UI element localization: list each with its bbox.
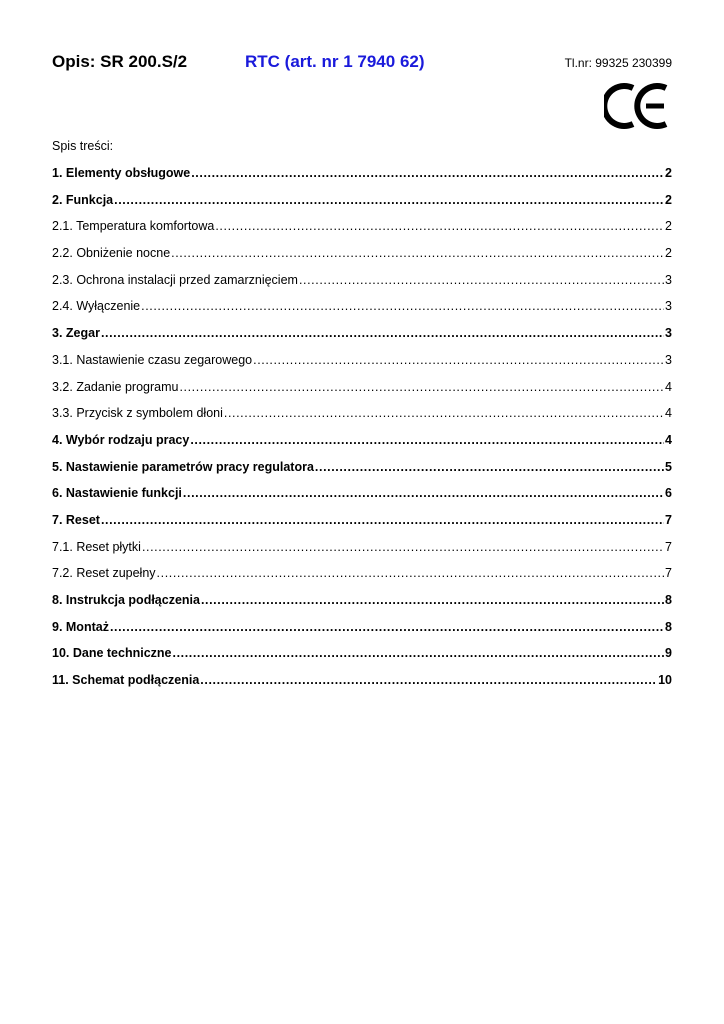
toc-entry-label: 2.2. Obniżenie nocne [52,246,171,261]
toc-leader-dots [253,347,664,374]
toc-entry-page: 9 [665,646,672,661]
toc-leader-dots [215,213,664,240]
toc-entry[interactable] [52,347,672,374]
toc-entry-page: 4 [665,406,672,421]
toc-entry-page: 2 [665,192,672,207]
toc-entry[interactable] [52,187,672,214]
toc-leader-dots [179,374,664,401]
toc-entry-page: 3 [665,299,672,314]
toc-entry-label: 10. Dane techniczne [52,646,172,661]
toc-entry[interactable] [52,640,672,667]
toc-entry-label: 2.4. Wyłączenie [52,299,141,314]
toc-entry[interactable] [52,480,672,507]
toc-entry[interactable] [52,427,672,454]
toc-leader-dots [299,267,664,294]
toc-entry[interactable] [52,240,672,267]
document-description: Opis: SR 200.S/2 [52,52,188,71]
toc-entry-label: 7.2. Reset zupełny [52,566,156,581]
toc-entry-label: 7.1. Reset płytki [52,539,141,554]
toc-entry-page: 8 [665,619,672,634]
toc-entry-page: 2 [665,246,672,261]
toc-entry-page: 4 [665,432,672,447]
toc-entry-page: 6 [665,486,672,501]
table-of-contents [52,160,672,694]
toc-entry[interactable] [52,213,672,240]
toc-entry-label: 2. Funkcja [52,192,114,207]
toc-leader-dots [114,187,664,214]
toc-leader-dots [157,560,665,587]
toc-entry[interactable] [52,374,672,401]
toc-leader-dots [200,667,657,694]
toc-leader-dots [315,454,664,481]
toc-entry-label: 7. Reset [52,512,100,527]
toc-leader-dots [101,320,664,347]
toc-entry-label: 3.1. Nastawienie czasu zegarowego [52,352,253,367]
toc-leader-dots [171,240,664,267]
toc-leader-dots [141,293,664,320]
toc-entry-label: 2.1. Temperatura komfortowa [52,219,215,234]
toc-entry[interactable] [52,267,672,294]
toc-entry-label: 1. Elementy obsługowe [52,166,191,180]
toc-entry-label: 11. Schemat podłączenia [52,673,200,688]
toc-entry-label: 6. Nastawienie funkcji [52,486,182,501]
toc-leader-dots [190,427,664,454]
toc-entry-page: 5 [665,459,672,474]
toc-entry-page: 7 [665,539,672,554]
toc-entry-label: 4. Wybór rodzaju pracy [52,432,190,447]
toc-entry-label: 3.3. Przycisk z symbolem dłoni [52,406,223,421]
toc-entry[interactable] [52,614,672,641]
ce-mark-icon [604,80,672,132]
toc-entry-page: 7 [665,566,672,581]
toc-entry-label: 3. Zegar [52,326,100,341]
toc-entry-page: 4 [665,379,672,394]
toc-entry[interactable] [52,400,672,427]
toc-entry-page: 7 [665,512,672,527]
toc-entry-label: 3.2. Zadanie programu [52,379,179,394]
toc-entry-label: 5. Nastawienie parametrów pracy regulatora [52,459,314,474]
toc-leader-dots [101,507,664,534]
toc-entry-label: 9. Montaż [52,619,109,634]
toc-entry[interactable] [52,507,672,534]
toc-entry[interactable] [52,320,672,347]
toc-entry-page: 10 [658,673,672,688]
toc-entry-page: 2 [665,166,672,180]
toc-entry[interactable] [52,667,672,694]
toc-entry[interactable] [52,293,672,320]
toc-entry[interactable] [52,587,672,614]
toc-leader-dots [201,587,664,614]
toc-entry[interactable] [52,560,672,587]
toc-entry[interactable] [52,454,672,481]
phone-number: Tl.nr: 99325 230399 [564,56,672,70]
toc-entry-page: 3 [665,352,672,367]
toc-entry[interactable] [52,160,672,187]
toc-leader-dots [173,640,665,667]
toc-leader-dots [191,160,664,187]
toc-leader-dots [224,400,664,427]
document-header [52,52,672,76]
toc-entry-page: 3 [665,272,672,287]
toc-leader-dots [110,614,664,641]
toc-entry-page: 3 [665,326,672,341]
product-title: RTC (art. nr 1 7940 62) [245,52,425,71]
toc-entry-page: 2 [665,219,672,234]
toc-entry[interactable] [52,534,672,561]
toc-entry-page: 8 [665,593,672,607]
toc-entry-label: 2.3. Ochrona instalacji przed zamarznięciem [52,272,298,287]
toc-heading: Spis treści: [52,139,114,153]
toc-leader-dots [142,534,664,561]
toc-entry-label: 8. Instrukcja podłączenia [52,593,200,607]
toc-leader-dots [183,480,664,507]
